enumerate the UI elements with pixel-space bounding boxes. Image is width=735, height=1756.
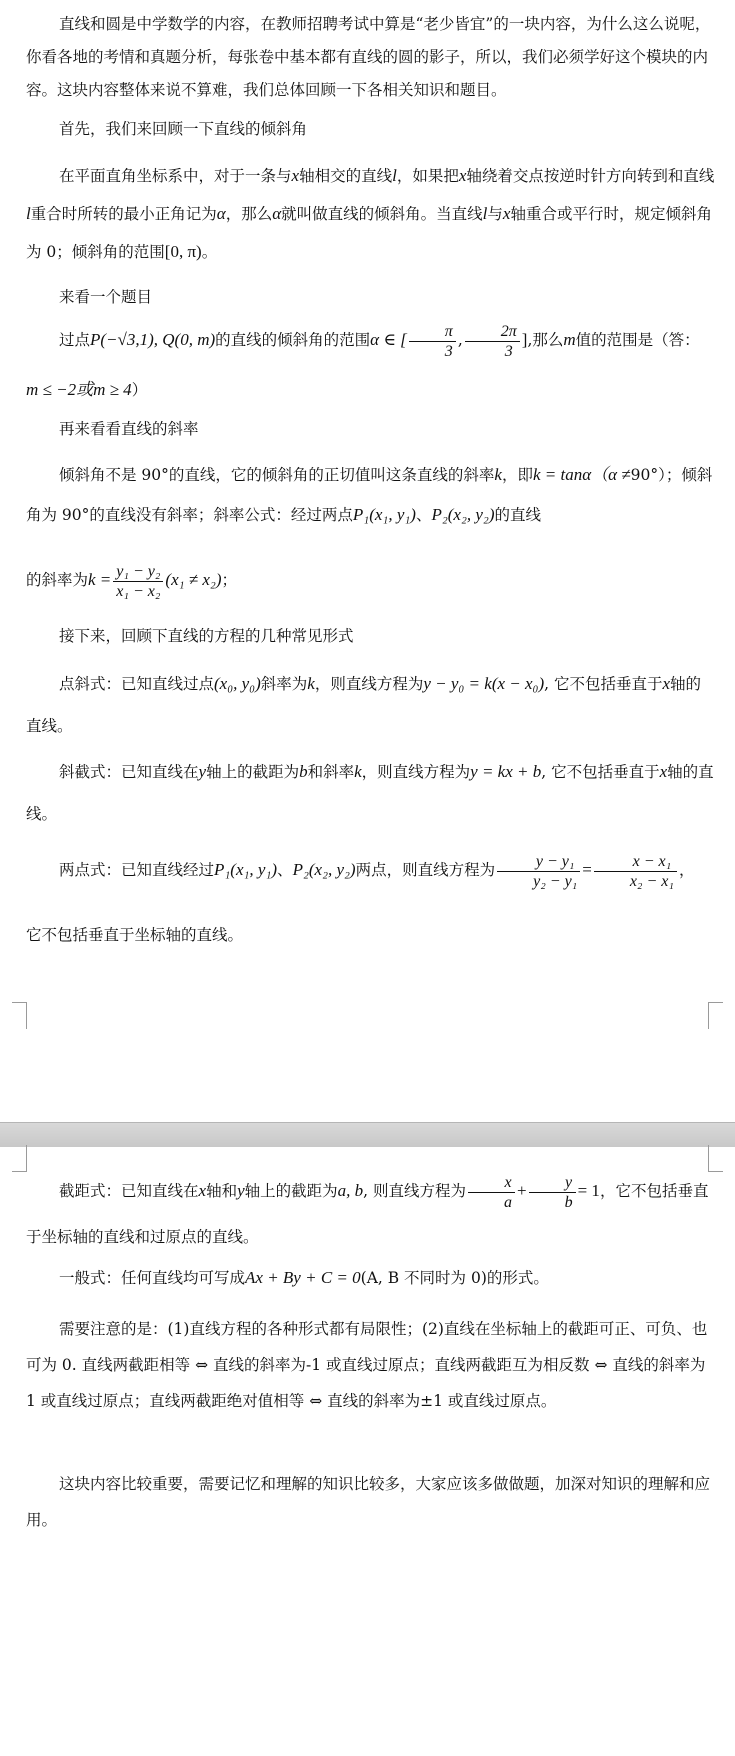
paragraph-slope-heading: 再来看看直线的斜率 bbox=[59, 420, 199, 438]
denominator: 3 bbox=[444, 342, 453, 360]
math: (x₀, y₀) bbox=[214, 674, 261, 693]
paragraph-forms-heading: 接下来，回顾下直线的方程的几种常见形式 bbox=[59, 627, 354, 645]
text: 的直线 bbox=[494, 506, 541, 524]
text: 轴的直线。 bbox=[26, 763, 714, 823]
text: ,那么 bbox=[527, 331, 564, 349]
paragraph-intro: 直线和圆是中学数学的内容，在教师招聘考试中算是“老少皆宜”的一块内容，为什么这么说呢，你看各地的考情和真题分析，每张卷中基本都有直线的圆的影子，所以，我们必须学好这个模块的内容。这块内容整体来说不算难，我们总体回顾一下各相关知识和题目。 bbox=[26, 15, 711, 99]
text: 轴上的截距为 bbox=[244, 1182, 338, 1200]
math: (x₁ ≠ x₂) bbox=[165, 570, 222, 589]
text: 倾斜角不是 90°的直线，它的倾斜角的正切值叫这条直线的斜率 bbox=[59, 466, 495, 484]
numerator: π bbox=[409, 322, 456, 342]
math: α ∈ [ bbox=[370, 330, 407, 349]
math: l bbox=[26, 204, 31, 223]
math: a, b bbox=[337, 1181, 364, 1200]
text: ； bbox=[221, 571, 238, 589]
math: y bbox=[198, 762, 207, 781]
math: y = kx + b bbox=[470, 762, 542, 781]
text: 的斜率为 bbox=[26, 571, 89, 589]
fraction bbox=[409, 322, 456, 361]
math: x bbox=[659, 762, 668, 781]
paragraph-slope-intercept bbox=[26, 751, 716, 835]
math: b bbox=[299, 762, 308, 781]
text: 轴上的截距为 bbox=[206, 763, 300, 781]
math: P₁(x₁, y₁) bbox=[214, 860, 278, 879]
paragraph-two-point-note: 它不包括垂直于坐标轴的直线。 bbox=[26, 926, 244, 944]
numerator: y₁ − y₂ bbox=[113, 562, 163, 582]
text: 轴和 bbox=[206, 1182, 238, 1200]
text: ，则直线方程为 bbox=[361, 763, 471, 781]
text: ，即 bbox=[501, 466, 533, 484]
denominator: x₁ − x₂ bbox=[116, 582, 161, 600]
text: ，如果把 bbox=[396, 167, 459, 185]
text: 轴的直线。 bbox=[26, 675, 702, 735]
math: + bbox=[517, 1181, 527, 1200]
text: 重合时所转的最小正角记为 bbox=[30, 205, 217, 223]
math: = 1 bbox=[577, 1181, 600, 1200]
numerator: x bbox=[468, 1173, 515, 1193]
paragraph-slope-def bbox=[26, 455, 716, 535]
math: k = tanα（α ≠ bbox=[532, 465, 631, 484]
paragraph-general bbox=[26, 1266, 716, 1290]
text: , 它不包括垂直于 bbox=[541, 763, 660, 781]
math: x bbox=[662, 674, 671, 693]
math: k bbox=[307, 674, 315, 693]
text: 与 bbox=[487, 205, 503, 223]
text: ） bbox=[131, 381, 148, 399]
math: α bbox=[272, 204, 282, 223]
text: 的直线的倾斜角的范围 bbox=[215, 331, 371, 349]
text: ，那么 bbox=[225, 205, 273, 223]
paragraph-example: 过点P(−√3,1), Q(0, m)的直线的倾斜角的范围α ∈ [ $\frac{\pi}{3}$ , $\frac{2\pi}{3}$ ],那么m值的范围是（答： bbox=[59, 322, 700, 360]
text: (A, B 不同时为 0)的形式。 bbox=[360, 1269, 549, 1287]
math: m bbox=[563, 330, 576, 349]
math: [0, π) bbox=[164, 242, 202, 261]
text: 截距式：已知直线在 bbox=[59, 1182, 199, 1200]
math: y − y₀ = k(x − x₀) bbox=[423, 674, 545, 693]
paragraph-notes: 需要注意的是：(1)直线方程的各种形式都有局限性；(2)直线在坐标轴上的截距可正、可负、也可为 0. 直线两截距相等 ⇔ 直线的斜率为-1 或直线过原点；直线两截距互为相反数 ⇔ 直线的斜率为 1 或直线过原点；直线两截距绝对值相等 ⇔ 直线的斜率为±1 或直线过原点。 bbox=[26, 1320, 708, 1410]
paragraph-conclusion: 这块内容比较重要，需要记忆和理解的知识比较多，大家应该多做做题，加深对知识的理解和应用。 bbox=[26, 1475, 711, 1529]
math: P(−√3,1), Q(0, m) bbox=[90, 330, 216, 349]
paragraph-intercept bbox=[26, 1168, 716, 1260]
math: k bbox=[494, 465, 502, 484]
denominator: b bbox=[564, 1193, 573, 1211]
math: k bbox=[354, 762, 362, 781]
text: 过点 bbox=[59, 331, 91, 349]
text: 一般式：任何直线均可写成 bbox=[59, 1269, 246, 1287]
math: = bbox=[582, 860, 592, 879]
text: 轴重合或平行时，规定倾斜角为 0；倾斜角的范围 bbox=[26, 205, 712, 261]
text: 值的范围是（答： bbox=[575, 331, 700, 349]
numerator: x − x₁ bbox=[594, 852, 677, 872]
text: , 它不包括垂直于 bbox=[544, 675, 663, 693]
text: 就叫做直线的倾斜角。当直线 bbox=[281, 205, 483, 223]
fraction bbox=[465, 322, 520, 361]
text: 点斜式：已知直线过点 bbox=[59, 675, 215, 693]
text: 斜率为 bbox=[260, 675, 308, 693]
text: 轴绕着交点按逆时针方向转到和直线 bbox=[466, 167, 715, 185]
math: P₂(x₂, y₂) bbox=[292, 860, 356, 879]
text: 、 bbox=[277, 861, 293, 879]
fraction bbox=[594, 852, 677, 891]
math: x bbox=[458, 166, 467, 185]
math: α bbox=[216, 204, 226, 223]
math: y bbox=[237, 1181, 245, 1200]
text: 在平面直角坐标系中，对于一条与 bbox=[59, 167, 292, 185]
page-gap bbox=[0, 1122, 735, 1148]
math: l bbox=[482, 204, 488, 223]
paragraph-heading-angle: 首先，我们来回顾一下直线的倾斜角 bbox=[59, 120, 308, 138]
paragraph-example-heading: 来看一个题目 bbox=[59, 288, 153, 306]
page-corner-mark bbox=[708, 1002, 723, 1029]
paragraph-point-slope bbox=[26, 663, 716, 747]
text: 90°）；倾斜角为 90°的直线没有斜率；斜率公式：经过两点 bbox=[26, 466, 713, 524]
paragraph-example-answer bbox=[26, 378, 716, 402]
paragraph-angle-def bbox=[26, 157, 716, 271]
denominator: a bbox=[504, 1193, 512, 1211]
denominator: y₂ − y₁ bbox=[533, 872, 578, 890]
text: 和斜率 bbox=[307, 763, 355, 781]
math: x bbox=[198, 1181, 207, 1200]
paragraph-slope-formula: 的斜率为k = $\frac{\text{y₁ − y₂}}{\text{x₁ − x₂}}$ (x₁ ≠ x₂)； bbox=[26, 562, 238, 600]
math: P₂(x₂, y₂) bbox=[431, 505, 495, 524]
math: l bbox=[392, 166, 397, 185]
text: 斜截式：已知直线在 bbox=[59, 763, 199, 781]
denominator: 3 bbox=[504, 342, 513, 360]
fraction bbox=[113, 562, 163, 601]
math: ] bbox=[521, 330, 528, 349]
math: Ax + By + C = 0 bbox=[245, 1268, 361, 1287]
text: 、 bbox=[415, 506, 432, 524]
numerator: 2π bbox=[465, 322, 520, 342]
numerator: y − y₁ bbox=[497, 852, 580, 872]
text: , 则直线方程为 bbox=[363, 1182, 466, 1200]
text: ，它不包括垂直于坐标轴的直线和过原点的直线。 bbox=[26, 1182, 709, 1246]
text: 轴相交的直线 bbox=[299, 167, 393, 185]
numerator: y bbox=[529, 1173, 576, 1193]
page-corner-mark bbox=[12, 1002, 27, 1029]
page-corner-mark bbox=[12, 1145, 27, 1172]
text: 两点，则直线方程为 bbox=[355, 861, 496, 879]
math: m ≤ −2或m ≥ 4 bbox=[26, 380, 132, 399]
fraction bbox=[468, 1173, 515, 1212]
math: P₁(x₁, y₁) bbox=[352, 505, 416, 524]
denominator: x₂ − x₁ bbox=[629, 872, 674, 890]
fraction bbox=[497, 852, 580, 891]
text: 两点式：已知直线经过 bbox=[59, 861, 215, 879]
math: x bbox=[291, 166, 300, 185]
math: x bbox=[502, 204, 511, 223]
paragraph-two-point bbox=[26, 846, 716, 894]
text: 。 bbox=[201, 243, 218, 261]
fraction bbox=[529, 1173, 576, 1212]
text: ，则直线方程为 bbox=[314, 675, 424, 693]
text: ， bbox=[678, 861, 695, 879]
